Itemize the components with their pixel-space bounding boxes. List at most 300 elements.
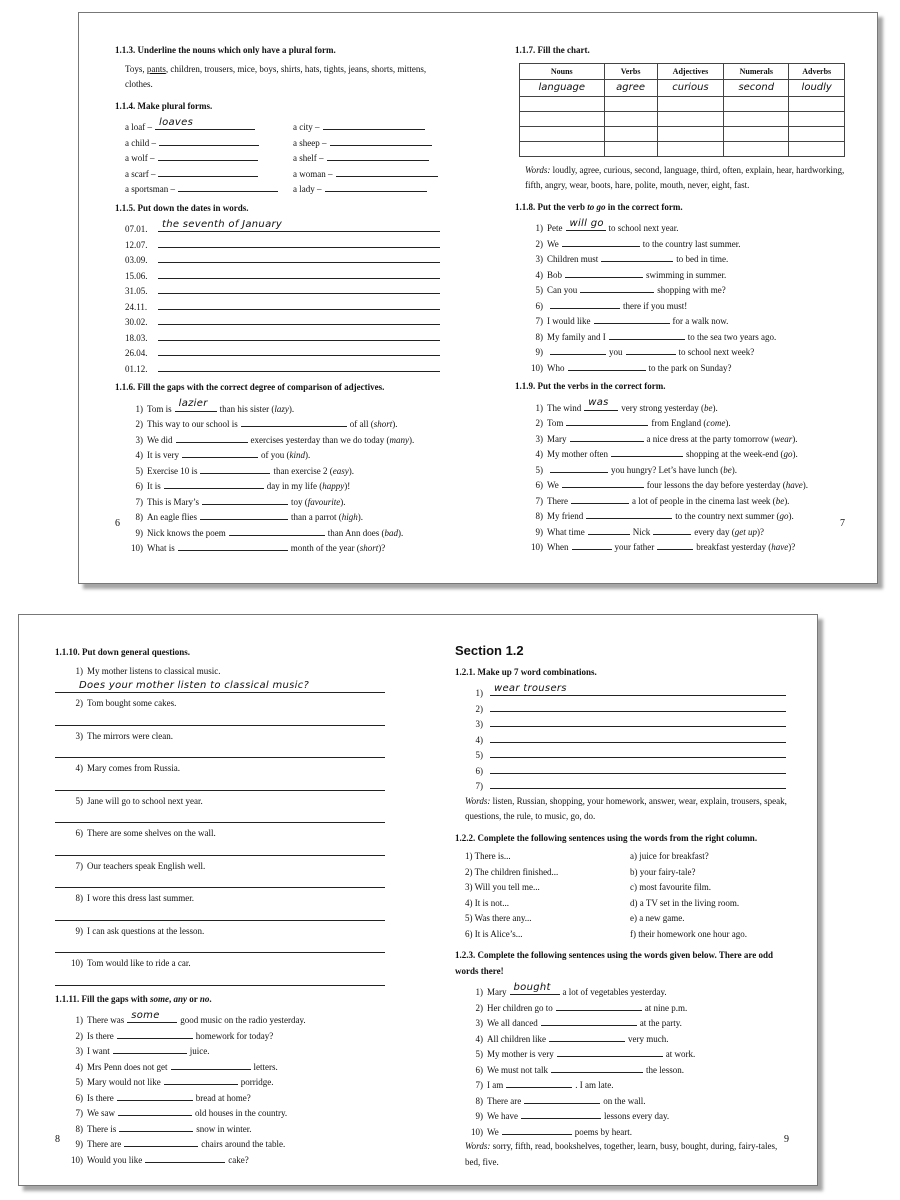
answer-blank[interactable]	[158, 312, 440, 325]
answer-blank[interactable]	[551, 1060, 643, 1073]
sentence-text: There are	[487, 1095, 522, 1106]
item-number: 2)	[75, 698, 83, 708]
sentence-text: breakfast yesterday (	[696, 542, 772, 552]
sentence-text: month of the year (	[290, 543, 360, 553]
question-item	[55, 761, 385, 777]
noun-label: a scarf –	[125, 168, 156, 179]
answer-blank[interactable]	[117, 1088, 193, 1101]
item-number: 4)	[475, 1033, 483, 1044]
chart-cell[interactable]	[520, 111, 605, 126]
answer-blank[interactable]	[113, 1041, 187, 1054]
chart-cell[interactable]	[657, 96, 723, 111]
answer-blank[interactable]	[510, 982, 560, 995]
answer-line[interactable]	[55, 679, 385, 693]
answer-blank[interactable]	[490, 745, 786, 758]
exercise-title: 1.1.5. Put down the dates in words.	[115, 202, 249, 213]
chart-header-cell: Adverbs	[789, 63, 845, 80]
answer-blank[interactable]	[171, 1057, 251, 1070]
sentence-text: Exercise 10 is	[147, 465, 198, 476]
answer-blank[interactable]	[490, 776, 786, 789]
answer-blank[interactable]	[164, 1072, 238, 1085]
date-item	[125, 266, 443, 282]
sentence-text: Jane will go to school next year.	[87, 795, 203, 806]
answer-blank[interactable]	[202, 492, 288, 505]
item-number: 8)	[535, 511, 543, 521]
chart-header-row	[520, 63, 845, 80]
chart-cell[interactable]	[520, 96, 605, 111]
answer-blank[interactable]	[571, 491, 629, 504]
sentence-start: 1) There is...	[465, 851, 511, 861]
chart-cell[interactable]	[604, 141, 657, 156]
noun-list: Toys, pants, children, trousers, mice, boys, shirts, hats, tights, jeans, shorts, mittens, clothes.	[125, 63, 427, 89]
answer-blank[interactable]	[572, 537, 612, 550]
exercise-item	[55, 1119, 385, 1135]
answer-blank[interactable]	[490, 699, 786, 712]
answer-blank[interactable]	[490, 714, 786, 727]
hint-word: bad	[384, 527, 398, 538]
item-number: 9)	[535, 347, 543, 357]
combination-item	[455, 730, 789, 746]
hint-word: be	[775, 495, 785, 506]
answer-blank[interactable]	[241, 414, 347, 427]
exercise-item	[55, 1072, 385, 1088]
exercise-item	[515, 218, 845, 234]
date-item	[125, 312, 443, 328]
sentence-text: I want	[87, 1046, 110, 1056]
exercise-1-2-1	[455, 665, 789, 825]
exercise-item	[515, 249, 845, 265]
sentence-text: My mother often	[547, 449, 608, 459]
answer-blank[interactable]	[657, 537, 693, 550]
answer-blank[interactable]	[556, 998, 642, 1011]
item-number: 7)	[75, 860, 83, 871]
sentence-text: I wore this dress last summer.	[87, 893, 194, 903]
chart-cell-filled[interactable]: curious	[657, 80, 723, 97]
sentence-text: I am	[487, 1080, 504, 1090]
exercise-item	[55, 1150, 385, 1166]
answer-blank[interactable]	[158, 250, 440, 263]
sentence-text: This way to our school is	[147, 419, 238, 429]
exercise-item	[515, 429, 845, 445]
exercise-item	[515, 444, 845, 460]
item-number: 2)	[75, 1030, 83, 1041]
sentence-text: ).	[305, 450, 311, 460]
section-heading: Section 1.2	[455, 643, 524, 658]
sentence-text: than his sister (	[219, 403, 275, 414]
sentence-text: of you (	[261, 450, 290, 460]
answer-blank[interactable]	[158, 328, 440, 341]
answer-blank[interactable]	[158, 281, 440, 294]
answer-line[interactable]	[55, 744, 385, 758]
sentence-text: )?	[756, 526, 764, 537]
answer-blank[interactable]	[158, 343, 440, 356]
answer-blank[interactable]	[124, 1134, 198, 1147]
sentence-text: ).	[392, 419, 398, 429]
page-8	[55, 645, 385, 1185]
item-number: 6)	[475, 765, 483, 776]
date-label: 03.09.	[125, 255, 148, 265]
date-item	[125, 359, 443, 375]
sentence-text: )!	[344, 481, 351, 491]
sentence-text: good music on the radio yesterday.	[180, 1015, 306, 1025]
exercise-item	[515, 296, 845, 312]
item-number: 4)	[75, 1061, 83, 1072]
sentence-text: )?	[788, 542, 796, 552]
answer-blank[interactable]	[566, 413, 648, 426]
sentence-text: Mary	[547, 433, 567, 444]
exercise-item	[515, 234, 845, 250]
chart-cell[interactable]	[657, 141, 723, 156]
sentence-text: homework for today?	[195, 1030, 274, 1041]
answer-blank[interactable]	[158, 297, 440, 310]
answer-blank[interactable]	[145, 1150, 225, 1163]
date-item	[125, 250, 443, 266]
item-number: 8)	[135, 512, 143, 522]
chart-cell[interactable]	[789, 141, 845, 156]
answer-blank[interactable]	[570, 429, 644, 442]
page-number: 9	[784, 1133, 789, 1145]
sentence-text: you hungry? Let’s have lunch (	[611, 464, 724, 475]
handwritten-answer: loaves	[159, 116, 194, 128]
hint-word: short	[359, 543, 379, 553]
answer-blank[interactable]	[562, 475, 644, 488]
sentence-text: shopping with me?	[657, 285, 726, 295]
sentence-text: to the sea two years ago.	[687, 331, 777, 342]
answer-blank[interactable]	[550, 342, 606, 355]
item-number: 10)	[471, 1126, 483, 1137]
answer-blank[interactable]	[155, 117, 255, 130]
answer-blank[interactable]	[490, 730, 786, 743]
exercise-item	[515, 311, 845, 327]
item-number: 8)	[75, 893, 83, 903]
sentence-text: very strong yesterday (	[621, 402, 704, 413]
answer-blank[interactable]	[336, 164, 438, 177]
chart-row	[520, 80, 845, 97]
sentence-text: We	[487, 1126, 499, 1137]
answer-blank[interactable]	[601, 249, 673, 262]
sentence-text: What is	[147, 543, 175, 553]
sentence-text: to bed in time.	[676, 254, 729, 264]
exercise-item	[455, 1029, 789, 1045]
chart-header-cell: Numerals	[724, 63, 789, 80]
answer-blank[interactable]	[158, 266, 440, 279]
date-item	[125, 281, 443, 297]
handwritten-answer: lazier	[178, 398, 208, 409]
answer-blank[interactable]	[586, 506, 672, 519]
sentence-text: to the park on Sunday?	[648, 362, 732, 373]
item-number: 10)	[71, 1154, 83, 1165]
sentence-text: from England (	[651, 418, 707, 428]
item-number: 10)	[531, 362, 543, 373]
exercise-item	[55, 1057, 385, 1073]
answer-blank[interactable]	[229, 523, 325, 536]
sentence-text: My mother listens to classical music.	[87, 665, 221, 676]
exercise-title: 1.1.9. Put the verbs in the correct form.	[515, 381, 666, 391]
question-item	[55, 956, 385, 972]
sentence-text: We all danced	[487, 1018, 538, 1028]
chart-cell[interactable]	[789, 126, 845, 141]
sentence-text: at work.	[665, 1049, 696, 1059]
answer-blank[interactable]	[158, 148, 258, 161]
sentence-text: you	[609, 347, 623, 357]
answer-line[interactable]	[55, 907, 385, 921]
question-item	[55, 859, 385, 875]
chart-cell-filled[interactable]: loudly	[789, 80, 845, 97]
sentence-text: lessons every day.	[604, 1111, 670, 1121]
hint-word: have	[771, 542, 789, 552]
exercise-item	[515, 280, 845, 296]
answer-blank[interactable]	[327, 148, 429, 161]
answer-line[interactable]	[55, 939, 385, 953]
sentence-text: day in my life (	[266, 481, 323, 491]
item-number: 7)	[535, 316, 543, 326]
exercise-1-1-8	[515, 200, 845, 374]
answer-blank[interactable]	[323, 117, 425, 130]
handwritten-answer: wear trousers	[494, 682, 567, 694]
plural-item	[125, 133, 293, 149]
combination-item	[455, 714, 789, 730]
sentence-text: letters.	[253, 1061, 278, 1072]
answer-blank[interactable]	[584, 398, 618, 411]
sentence-text: ).	[398, 527, 404, 538]
noun-label: a sheep –	[293, 137, 327, 148]
chart-cell[interactable]	[789, 111, 845, 126]
sentence-text: We	[547, 480, 559, 490]
answer-blank[interactable]	[178, 538, 288, 551]
answer-line[interactable]	[55, 842, 385, 856]
item-number: 4)	[475, 734, 483, 745]
sentence-text: the lesson.	[646, 1064, 685, 1075]
answer-blank[interactable]	[550, 296, 620, 309]
complete-sentences-list	[455, 982, 789, 1137]
sentence-text: bread at home?	[195, 1092, 251, 1103]
noun-label: a woman –	[293, 168, 333, 179]
page-9	[455, 643, 789, 1185]
answer-blank[interactable]	[653, 522, 691, 535]
handwritten-answer: the seventh of January	[162, 218, 283, 230]
answer-blank[interactable]	[176, 430, 248, 443]
answer-line[interactable]	[55, 809, 385, 823]
answer-blank[interactable]	[330, 133, 432, 146]
item-number: 5)	[535, 285, 543, 295]
date-label: 01.12.	[125, 363, 148, 374]
sentence-text: swimming in summer.	[646, 269, 727, 280]
sentence-text: Children must	[547, 254, 599, 264]
chart-cell[interactable]	[604, 111, 657, 126]
answer-blank[interactable]	[490, 761, 786, 774]
answer-blank[interactable]	[325, 179, 427, 192]
answer-blank[interactable]	[127, 1010, 177, 1023]
chart-cell-filled[interactable]: agree	[604, 80, 657, 97]
answer-blank[interactable]	[580, 280, 654, 293]
exercise-title: 1.2.3. Complete the following sentences using the words given below. There are odd words there!	[455, 950, 774, 976]
answer-blank[interactable]	[118, 1103, 192, 1116]
answer-line[interactable]	[55, 972, 385, 986]
chart-cell[interactable]	[657, 111, 723, 126]
answer-blank[interactable]	[611, 444, 683, 457]
sentence-text: ).	[784, 495, 790, 506]
sentence-text: Who	[547, 362, 565, 373]
chart-cell[interactable]	[724, 96, 789, 111]
handwritten-answer: will go	[569, 217, 604, 229]
item-number: 1)	[535, 223, 543, 233]
answer-blank[interactable]	[159, 133, 259, 146]
exercise-title: 1.1.3. Underline the nouns which only have a plural form.	[115, 45, 336, 55]
answer-blank[interactable]	[158, 219, 440, 232]
item-number: 2)	[475, 703, 483, 714]
sentence-text: All children like	[487, 1033, 546, 1044]
hint-word: lazy	[274, 403, 289, 414]
chart-cell[interactable]	[724, 111, 789, 126]
item-number: 5)	[475, 750, 483, 760]
answer-blank[interactable]	[200, 461, 270, 474]
chart-cell[interactable]	[604, 96, 657, 111]
sentence-text: cake?	[228, 1154, 249, 1165]
sentence-text: to school next week?	[678, 347, 755, 357]
sentence-text: toy (	[291, 496, 308, 507]
answer-blank[interactable]	[588, 522, 630, 535]
exercise-1-2-2	[455, 831, 789, 943]
sentence-text: a lot of vegetables yesterday.	[562, 987, 667, 997]
sentence-text: . I am late.	[575, 1080, 614, 1090]
sentence-text: Would you like	[87, 1154, 143, 1165]
chart-cell-filled[interactable]: second	[724, 80, 789, 97]
answer-blank[interactable]	[541, 1013, 637, 1026]
answer-blank[interactable]	[562, 234, 640, 247]
answer-blank[interactable]	[566, 218, 606, 231]
exercise-item	[455, 1122, 789, 1138]
sentence-text: to the country last summer.	[642, 238, 741, 249]
sentence-text: ).	[792, 433, 798, 444]
item-number: 9)	[135, 527, 143, 538]
word-bank: Words: sorry, fifth, read, bookshelves, together, learn, busy, bought, during, fairy-tales, bed, five.	[465, 1141, 778, 1167]
item-number: 10)	[531, 542, 543, 552]
chart-row	[520, 141, 845, 156]
date-label: 24.11.	[125, 301, 148, 312]
answer-blank[interactable]	[158, 164, 258, 177]
sentence-ending: a) juice for breakfast?	[630, 851, 709, 861]
sentence-text: porridge.	[240, 1077, 274, 1087]
answer-blank[interactable]	[175, 399, 217, 412]
answer-blank[interactable]	[594, 311, 670, 324]
sentence-text: My family and I	[547, 331, 606, 342]
answer-blank[interactable]	[506, 1075, 572, 1088]
sentence-start: 6) It is Alice’s...	[465, 928, 523, 939]
exercise-item	[55, 1103, 385, 1119]
item-number: 9)	[475, 1111, 483, 1121]
sentence-text: An eagle flies	[147, 512, 197, 522]
sentence-text: ).	[712, 402, 718, 413]
answer-blank[interactable]	[524, 1091, 600, 1104]
sentence-text: Nick	[632, 526, 651, 537]
item-number: 1)	[75, 665, 83, 676]
chart-cell[interactable]	[657, 126, 723, 141]
exercise-title: 1.1.10. Put down general questions.	[55, 647, 191, 657]
handwritten-answer: Does your mother listen to classical music?	[79, 679, 310, 691]
chart-cell[interactable]	[724, 126, 789, 141]
answer-blank[interactable]	[550, 460, 608, 473]
answer-blank[interactable]	[158, 359, 440, 372]
item-number: 3)	[535, 433, 543, 444]
exercise-item	[115, 523, 443, 539]
answer-line[interactable]	[55, 874, 385, 888]
hint-word: go	[783, 449, 793, 459]
answer-blank[interactable]	[200, 507, 288, 520]
answer-blank[interactable]	[178, 179, 278, 192]
item-number: 5)	[135, 465, 143, 476]
sentence-text: than a parrot (	[290, 512, 342, 522]
exercise-item	[515, 327, 845, 343]
date-item	[125, 219, 443, 235]
answer-blank[interactable]	[549, 1029, 625, 1042]
date-label: 12.07.	[125, 239, 148, 250]
answer-blank[interactable]	[158, 235, 440, 248]
item-number: 7)	[475, 1080, 483, 1090]
exercise-item	[55, 1088, 385, 1104]
sentence-text: There is	[87, 1123, 117, 1134]
chart-header-cell: Adjectives	[657, 63, 723, 80]
item-number: 8)	[75, 1123, 83, 1134]
answer-blank[interactable]	[117, 1026, 193, 1039]
answer-line[interactable]	[55, 777, 385, 791]
answer-blank[interactable]	[182, 445, 258, 458]
chart-cell-filled[interactable]: language	[520, 80, 605, 97]
exercise-title: 1.1.8. Put the verb to go in the correct form.	[515, 201, 683, 212]
answer-blank[interactable]	[568, 358, 646, 371]
answer-blank[interactable]	[164, 476, 264, 489]
answer-blank[interactable]	[502, 1122, 572, 1135]
item-number: 6)	[535, 480, 543, 490]
answer-blank[interactable]	[626, 342, 676, 355]
sentence-start: 4) It is not...	[465, 897, 509, 908]
sentence-ending: e) a new game.	[630, 913, 685, 923]
some-any-no-list	[55, 1010, 385, 1165]
chart-cell[interactable]	[604, 126, 657, 141]
chart-cell[interactable]	[724, 141, 789, 156]
sentence-text: of all (	[349, 419, 374, 429]
date-label: 30.02.	[125, 317, 148, 327]
sentence-text: ).	[802, 480, 808, 490]
item-number: 1)	[135, 403, 143, 414]
answer-blank[interactable]	[490, 683, 786, 696]
answer-blank[interactable]	[609, 327, 685, 340]
exercise-item	[515, 537, 845, 553]
combination-item	[455, 699, 789, 715]
chart-row	[520, 96, 845, 111]
item-number: 5)	[535, 464, 543, 475]
item-number: 1)	[475, 688, 483, 698]
item-number: 2)	[535, 238, 543, 249]
answer-blank[interactable]	[119, 1119, 193, 1132]
answer-blank[interactable]	[521, 1106, 601, 1119]
exercise-item	[115, 461, 443, 477]
word-bank: Words: listen, Russian, shopping, your homework, answer, wear, explain, trousers, speak, questions, the rule, to music, go, do.	[465, 795, 787, 821]
item-number: 2)	[135, 419, 143, 429]
item-number: 5)	[75, 1077, 83, 1087]
answer-blank[interactable]	[565, 265, 643, 278]
chart-cell[interactable]	[520, 126, 605, 141]
exercise-item	[455, 1091, 789, 1107]
chart-cell[interactable]	[789, 96, 845, 111]
exercise-title: 1.1.4. Make plural forms.	[115, 100, 213, 111]
combination-item	[455, 776, 789, 792]
dates-list	[125, 219, 443, 374]
exercise-item	[55, 1010, 385, 1026]
item-number: 7)	[135, 496, 143, 507]
chart-cell[interactable]	[520, 141, 605, 156]
answer-line[interactable]	[55, 712, 385, 726]
answer-blank[interactable]	[557, 1044, 663, 1057]
